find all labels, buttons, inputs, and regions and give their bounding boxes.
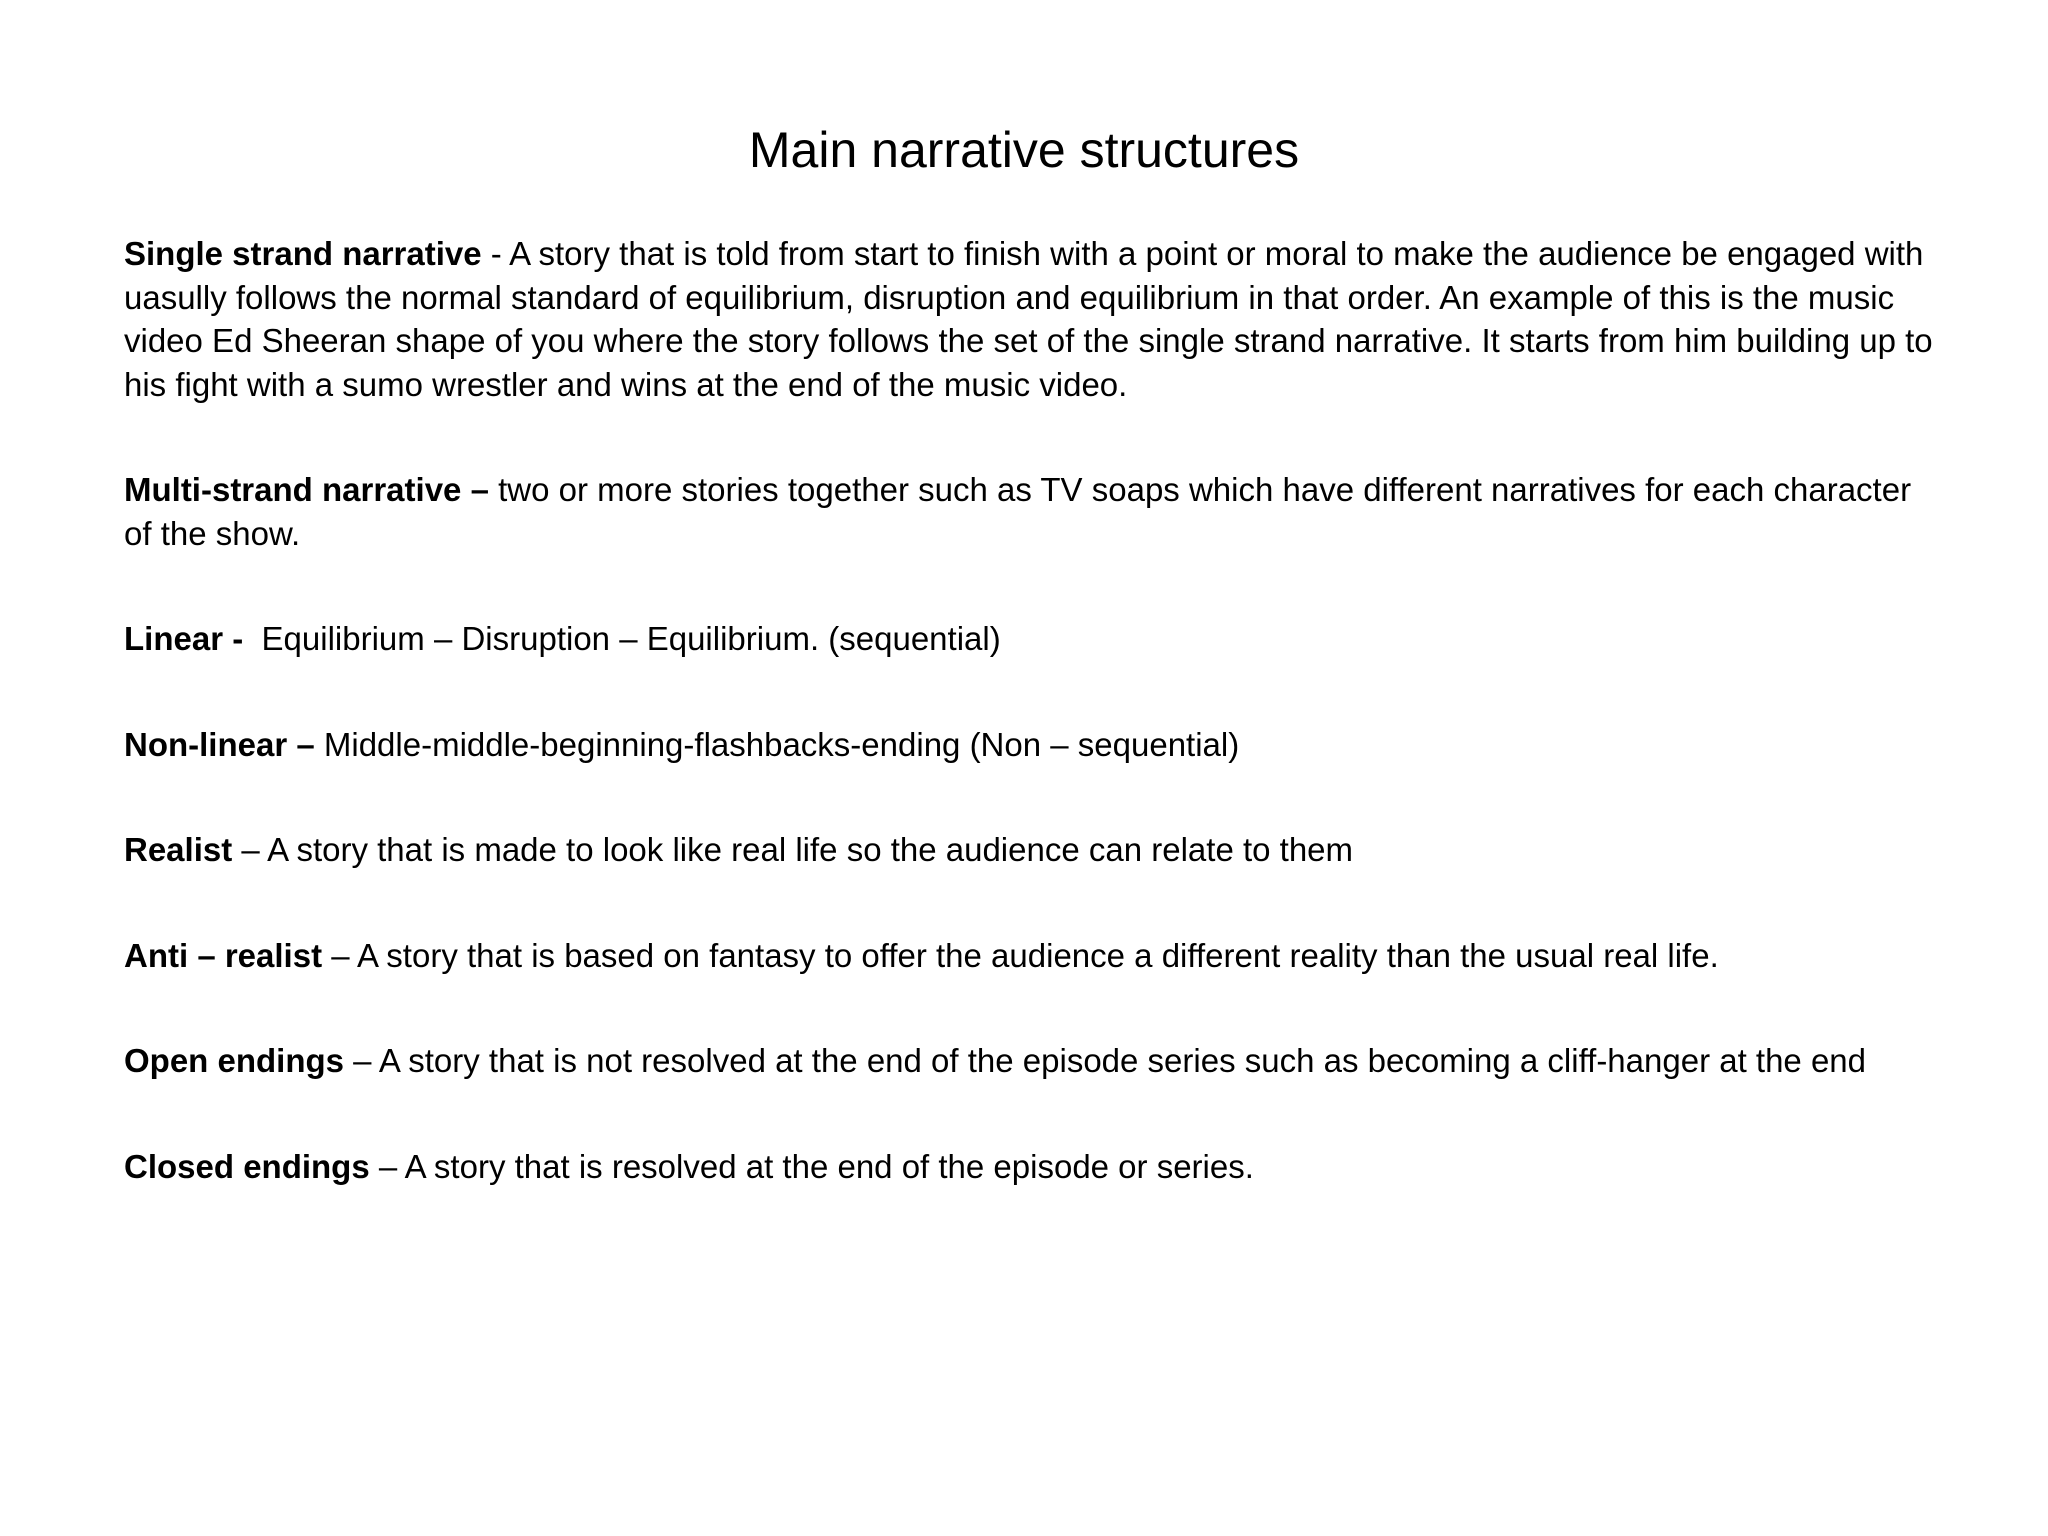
term-label: Closed endings: [124, 1147, 370, 1185]
term-separator: [315, 726, 324, 763]
term-definition: A story that is resolved at the end of the episode or series.: [404, 1147, 1254, 1185]
term-label: Linear -: [124, 620, 244, 657]
term-separator: –: [369, 1147, 405, 1185]
term-definition: Equilibrium – Disruption – Equilibrium. (sequential): [261, 620, 1001, 657]
term-block-single-strand: [124, 232, 1944, 406]
term-separator: –: [322, 936, 357, 974]
term-definition: two or more stories together such as TV soaps which have different narratives for each character of the show.: [124, 471, 1912, 552]
term-separator: –: [232, 831, 268, 868]
term-definition: A story that is not resolved at the end of the episode series such as becoming a cliff-hanger at the end: [378, 1042, 1867, 1079]
term-block-open-endings: [124, 1039, 1944, 1083]
slide-body: [124, 232, 1944, 1250]
term-definition: A story that is made to look like real life so the audience can relate to them: [267, 831, 1354, 868]
term-definition: A story that is based on fantasy to offer the audience a different reality than the usual real life.: [356, 936, 1719, 974]
term-label: Single strand narrative: [124, 235, 482, 272]
term-label: Anti – realist: [124, 936, 323, 974]
term-separator: -: [481, 235, 510, 272]
term-separator: [243, 620, 261, 657]
term-block-non-linear: [124, 723, 1944, 767]
term-definition: A story that is told from start to finish with a point or moral to make the audience be engaged with uasully follows the normal standard of equilibrium, disruption and equilibrium in that order. An example of this is the music video Ed Sheeran shape of you where the story follows the set of the single strand narrative. It starts from him building up to his fight with a sumo wrestler and wins at the end of the music video.: [124, 235, 1933, 403]
term-label: Multi-strand narrative –: [124, 471, 489, 508]
term-definition: Middle-middle-beginning-flashbacks-ending (Non – sequential): [323, 725, 1240, 763]
term-separator: –: [344, 1042, 379, 1079]
term-block-realist: [124, 828, 1944, 872]
term-label: Non-linear –: [124, 725, 315, 763]
term-separator: [489, 471, 498, 508]
term-block-linear: [124, 617, 1944, 661]
term-label: Realist: [124, 831, 233, 868]
term-block-closed-endings: [124, 1145, 1944, 1189]
term-block-multi-strand: [124, 468, 1944, 555]
term-block-anti-realist: [124, 934, 1944, 978]
slide-title: Main narrative structures: [748, 122, 1300, 178]
term-label: Open endings: [124, 1042, 345, 1079]
